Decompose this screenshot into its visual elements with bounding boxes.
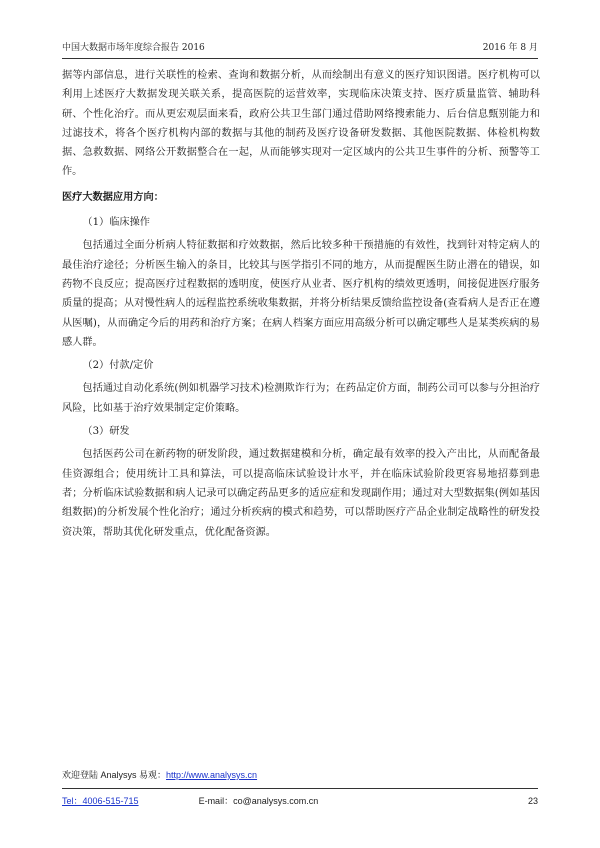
paragraph-pricing: 包括通过自动化系统(例如机器学习技术)检测欺诈行为；在药品定价方面，制药公司可以参与分担治疗风险，比如基于治疗效果制定定价策略。 xyxy=(62,383,540,414)
section-heading: 医疗大数据应用方向： xyxy=(62,191,164,203)
intro-paragraph: 据等内部信息，进行关联性的检索、查询和数据分析，从而绘制出有意义的医疗知识图谱。医疗机构可以利用上述医疗大数据发现关联关系，提高医院的运营效率，实现临床决策支持、医疗质量监管、辅助科研、个性化治疗。而从更宏观层面来看，政府公共卫生部门通过借助网络搜索能力、后台信息甄别能力和过滤技术，将各个医疗机构内部的数据与其他的制药及医疗设备研发数据、其他医院数据、体检机构数据、急救数据、网络公开数据整合在一起，从而能够实现对一定区域内的公共卫生事件的分析、预警等工作。 xyxy=(62,70,540,178)
email-text: E-mail：co@analysys.com.cn xyxy=(198,796,319,806)
paragraph-rnd: 包括医药公司在新药物的研发阶段，通过数据建模和分析，确定最有效率的投入产出比，从而配备最佳资源组合；使用统计工具和算法，可以提高临床试验设计水平，并在临床试验阶段更容易地招募到患者；分析临床试验数据和病人记录可以确定药品更多的适应症和发现副作用；通过对大型数据集(例如基因组数据)的分析发展个性化治疗；通过分析疾病的模式和趋势，可以帮助医疗产品企业制定战略性的研发投资决策，帮助其优化研发重点，优化配备资源。 xyxy=(62,449,540,538)
subsection-title-rnd: （3）研发 xyxy=(82,426,130,438)
footer-welcome-line xyxy=(62,768,538,782)
paragraph-clinical: 包括通过全面分析病人特征数据和疗效数据，然后比较多种干预措施的有效性，找到针对特定病人的最佳治疗途径；分析医生输入的条目，比较其与医学指引不同的地方，从而提醒医生防止潜在的错误，如药物不良反应；提高医疗过程数据的透明度，使医疗从业者、医疗机构的绩效更透明，间接促进医疗服务质量的提高；从对慢性病人的远程监控系统收集数据，并将分析结果反馈给监控设备(查看病人是否正在遵从医嘱)，从而确定今后的用药和治疗方案；在病人档案方面应用高级分析可以确定哪些人是某类疾病的易感人群。 xyxy=(62,240,540,348)
footer-welcome: 欢迎登陆 Analysys 易观： xyxy=(62,770,167,780)
tel-link[interactable]: Tel：4006-515-715 xyxy=(62,796,139,806)
page-number: 23 xyxy=(527,795,538,806)
page-content xyxy=(62,66,540,542)
subsection-title-clinical: （1）临床操作 xyxy=(82,217,150,229)
report-date: 2016 年 8 月 xyxy=(482,43,538,53)
page-footer xyxy=(62,768,538,807)
footer-contact-line xyxy=(62,794,538,807)
report-title: 中国大数据市场年度综合报告 2016 xyxy=(62,43,205,53)
page-header xyxy=(62,40,538,59)
footer-rule xyxy=(62,788,538,789)
subsection-title-pricing: （2）付款/定价 xyxy=(82,360,154,372)
website-link[interactable]: http://www.analysys.cn xyxy=(166,770,258,780)
